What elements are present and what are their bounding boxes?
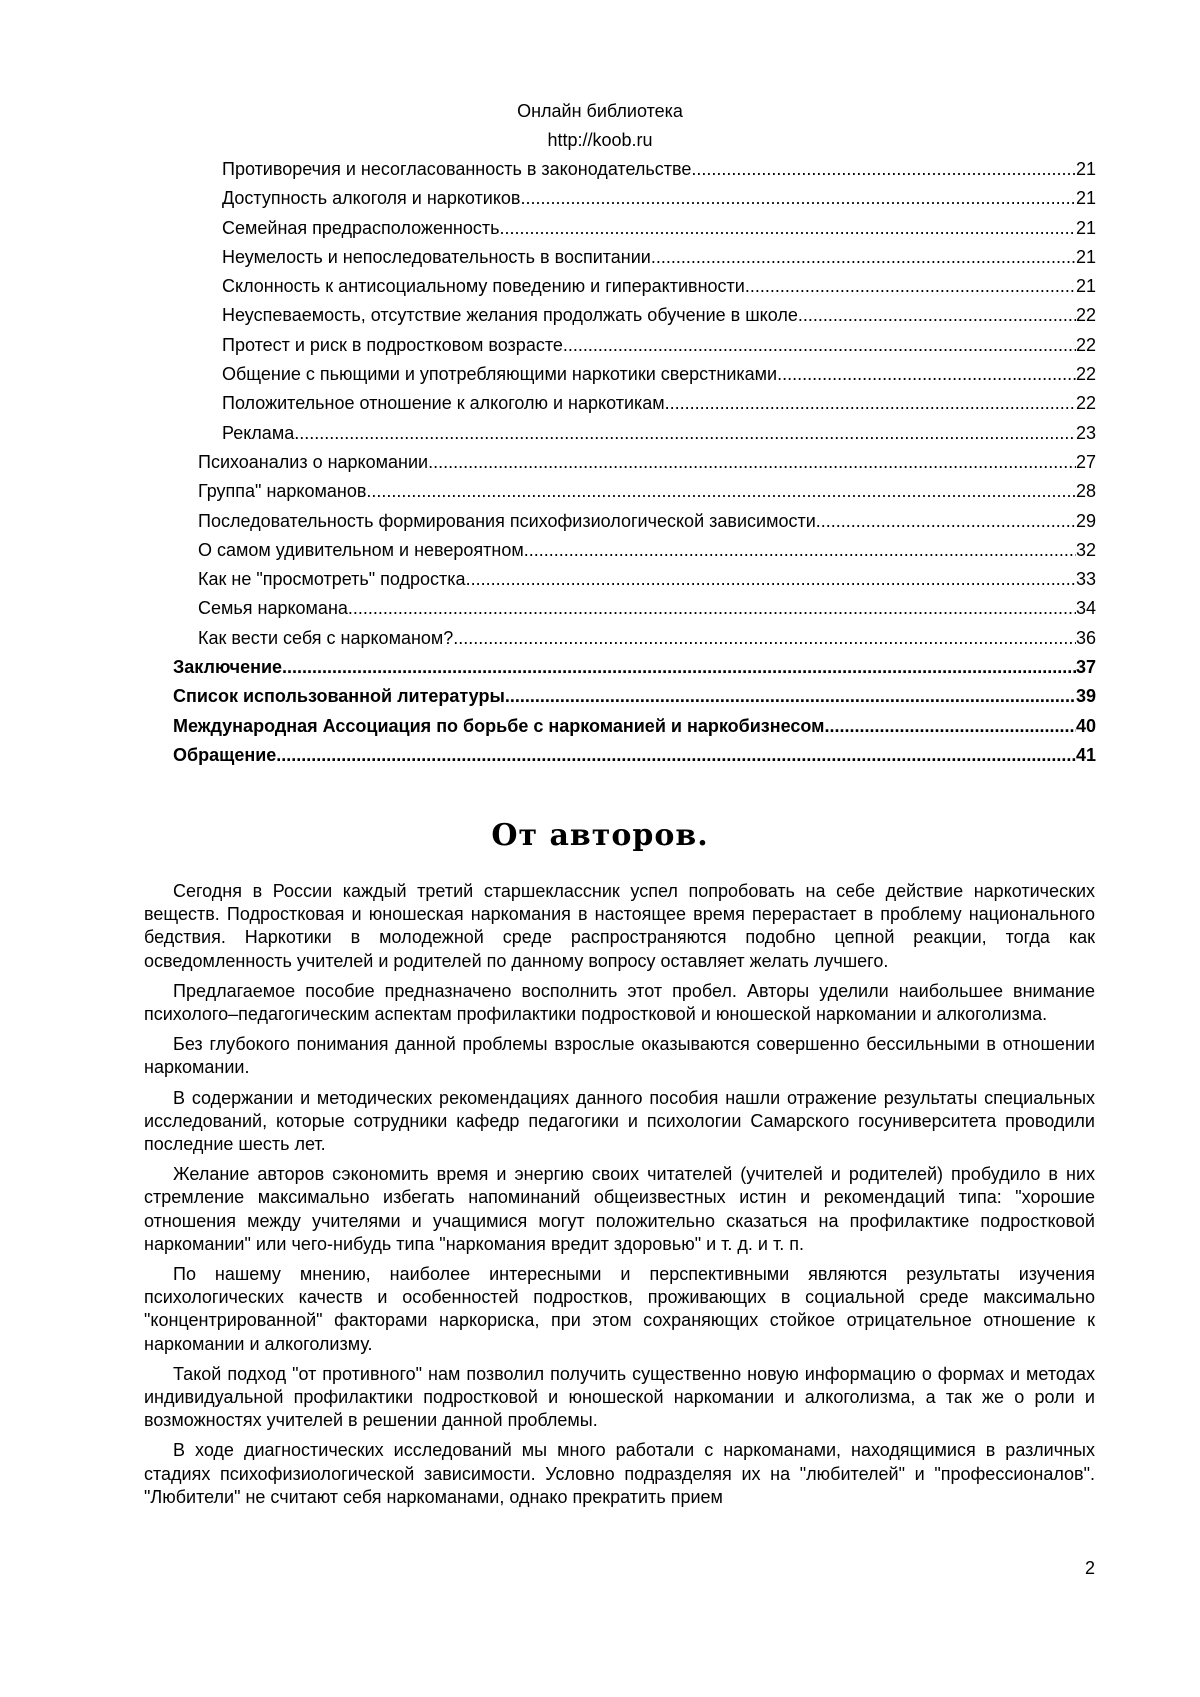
toc-entry-page: 23	[1075, 422, 1096, 443]
toc-entry-page: 36	[1075, 627, 1096, 648]
toc-entry[interactable]	[198, 507, 1096, 536]
toc-leader-dots	[824, 712, 1076, 741]
toc-entry-title: Обращение	[173, 744, 277, 765]
toc-entry-title: Противоречия и несогласованность в законодательстве	[222, 159, 692, 179]
toc-entry-title: Семейная предрасположенность	[222, 217, 500, 238]
body-text	[144, 880, 1095, 1516]
toc-leader-dots	[505, 682, 1076, 711]
toc-entry[interactable]	[222, 272, 1096, 301]
table-of-contents	[0, 155, 1200, 770]
page-number: 2	[1084, 1558, 1095, 1578]
toc-entry-page: 34	[1075, 598, 1096, 619]
toc-entry-title: Положительное отношение к алкоголю и наркотикам	[222, 393, 665, 414]
toc-entry-page: 28	[1075, 481, 1096, 502]
toc-leader-dots	[745, 272, 1076, 301]
toc-entry-title: Неумелость и непоследовательность в воспитании	[222, 246, 651, 267]
toc-entry-page: 22	[1075, 364, 1096, 385]
toc-entry-title: Список использованной литературы	[173, 686, 505, 707]
toc-leader-dots	[777, 360, 1076, 389]
toc-entry-page: 27	[1075, 451, 1096, 472]
paragraph: Сегодня в России каждый третий старшеклассник успел попробовать на себе действие наркотических веществ. Подростковая и юношеская наркомания в настоящее время перерастает в проблему национального бедствия. Наркотики в молодежной среде распространяются подобно цепной реакции, тогда как осведомленность учителей и родителей по данному вопросу оставляет желать лучшего.	[144, 881, 1095, 971]
paragraph: В содержании и методических рекомендациях данного пособия нашли отражение результаты специальных исследований, которые сотрудники кафедр педагогики и психологии Самарского госуниверситета проводили последние шесть лет.	[144, 1087, 1095, 1155]
paragraph: Желание авторов сэкономить время и энергию своих читателей (учителей и родителей) пробудило в них стремление максимально избегать напоминаний общеизвестных истин и рекомендаций типа: "хорошие отношения между учителями и учащимися могут положительно сказаться на профилактике подростковой наркомании" или чего-нибудь типа "наркомания вредит здоровью" и т. д. и т. п.	[144, 1164, 1095, 1254]
toc-entry[interactable]	[222, 389, 1096, 418]
toc-leader-dots	[524, 536, 1076, 565]
toc-entry[interactable]	[222, 214, 1096, 243]
toc-entry[interactable]	[222, 331, 1096, 360]
toc-leader-dots	[500, 214, 1076, 243]
toc-leader-dots	[276, 741, 1076, 770]
toc-entry-title: Как вести себя с наркоманом?	[198, 627, 454, 648]
toc-leader-dots	[798, 301, 1076, 330]
toc-leader-dots	[563, 331, 1076, 360]
toc-entry-title: О самом удивительном и невероятном	[198, 539, 524, 560]
toc-entry[interactable]	[222, 419, 1096, 448]
toc-entry-title: Международная Ассоциация по борьбе с наркоманией и наркобизнесом	[173, 715, 825, 736]
toc-entry-page: 29	[1075, 510, 1096, 531]
toc-leader-dots	[520, 184, 1076, 213]
toc-entry[interactable]	[198, 624, 1096, 653]
toc-entry-title: Психоанализ о наркомании	[198, 451, 429, 472]
toc-entry-page: 21	[1075, 188, 1096, 209]
toc-entry-title: Семья наркомана	[198, 598, 348, 619]
toc-entry-title: Общение с пьющими и употребляющими наркотики сверстниками	[222, 364, 778, 385]
toc-entry-page: 39	[1075, 686, 1096, 707]
toc-entry-page: 21	[1075, 246, 1096, 267]
toc-entry[interactable]	[222, 184, 1096, 213]
toc-leader-dots	[651, 243, 1076, 272]
toc-entry-page: 41	[1075, 744, 1096, 765]
toc-entry-page: 21	[1075, 217, 1096, 238]
toc-entry[interactable]	[222, 301, 1096, 330]
toc-entry[interactable]	[173, 741, 1096, 770]
toc-entry[interactable]	[198, 536, 1096, 565]
toc-entry[interactable]	[198, 565, 1096, 594]
toc-entry-page: 21	[1075, 276, 1096, 297]
toc-leader-dots	[466, 565, 1076, 594]
toc-entry-title: Группа" наркоманов	[198, 481, 367, 502]
toc-leader-dots	[453, 624, 1076, 653]
toc-entry[interactable]	[198, 594, 1096, 623]
toc-leader-dots	[816, 507, 1076, 536]
toc-entry[interactable]	[198, 448, 1096, 477]
toc-leader-dots	[294, 419, 1076, 448]
toc-entry-title: Реклама	[222, 422, 295, 443]
paragraph: В ходе диагностических исследований мы много работали с наркоманами, находящимися в различных стадиях психофизиологической зависимости. Условно подразделяя их на "любителей" и "профессионалов". "Любители" не считают себя наркоманами, однако прекратить прием	[144, 1440, 1095, 1507]
paragraph: По нашему мнению, наиболее интересными и перспективными являются результаты изучения психологических качеств и особенностей подростков, проживающих в социальной среде максимально "концентрированной" факторами наркориска, при этом сохраняющих стойкое отрицательное отношение к наркомании и алкоголизму.	[144, 1264, 1095, 1354]
toc-entry-title: Склонность к антисоциальному поведению и гиперактивности	[222, 276, 745, 297]
toc-entry[interactable]	[222, 155, 1096, 184]
paragraph: Предлагаемое пособие предназначено восполнить этот пробел. Авторы уделили наибольшее внимание психолого–педагогическим аспектам профилактики подростковой и юношеской наркомании и алкоголизма.	[144, 980, 1095, 1025]
toc-entry[interactable]	[173, 653, 1096, 682]
toc-entry-title: Заключение	[173, 657, 283, 678]
toc-entry[interactable]	[222, 360, 1096, 389]
toc-entry[interactable]	[198, 477, 1096, 506]
toc-entry-title: Протест и риск в подростковом возрасте	[222, 334, 563, 355]
toc-entry[interactable]	[173, 682, 1096, 711]
toc-entry-title: Как не "просмотреть" подростка	[198, 569, 466, 590]
toc-entry-title: Доступность алкоголя и наркотиков	[222, 188, 521, 209]
paragraph: Без глубокого понимания данной проблемы взрослые оказываются совершенно бессильными в отношении наркомании.	[144, 1034, 1095, 1078]
toc-leader-dots	[366, 477, 1076, 506]
toc-entry-page: 22	[1075, 334, 1096, 355]
site-url[interactable]: http://koob.ru	[547, 130, 653, 150]
toc-leader-dots	[348, 594, 1076, 623]
toc-leader-dots	[428, 448, 1076, 477]
toc-entry-title: Неуспеваемость, отсутствие желания продолжать обучение в школе	[222, 305, 798, 326]
section-title: От авторов.	[491, 818, 709, 853]
toc-entry-title: Последовательность формирования психофизиологической зависимости	[198, 510, 816, 531]
toc-entry-page: 40	[1075, 715, 1096, 736]
toc-entry-page: 32	[1075, 539, 1096, 560]
toc-leader-dots	[665, 389, 1076, 418]
toc-entry-page: 37	[1075, 657, 1096, 678]
toc-entry-page: 22	[1075, 305, 1096, 326]
toc-leader-dots	[691, 155, 1076, 184]
toc-entry-page: 21	[1075, 159, 1096, 179]
toc-entry[interactable]	[222, 243, 1096, 272]
toc-entry-page: 22	[1075, 393, 1096, 414]
toc-leader-dots	[282, 653, 1076, 682]
toc-entry[interactable]	[173, 712, 1096, 741]
toc-entry-page: 33	[1075, 569, 1096, 590]
site-name: Онлайн библиотека	[517, 101, 683, 121]
paragraph: Такой подход "от противного" нам позволил получить существенно новую информацию о формах и методах индивидуальной профилактики подростковой и юношеской наркомании и алкоголизма, а так же о роли и возможностях учителей в решении данной проблемы.	[144, 1363, 1095, 1431]
